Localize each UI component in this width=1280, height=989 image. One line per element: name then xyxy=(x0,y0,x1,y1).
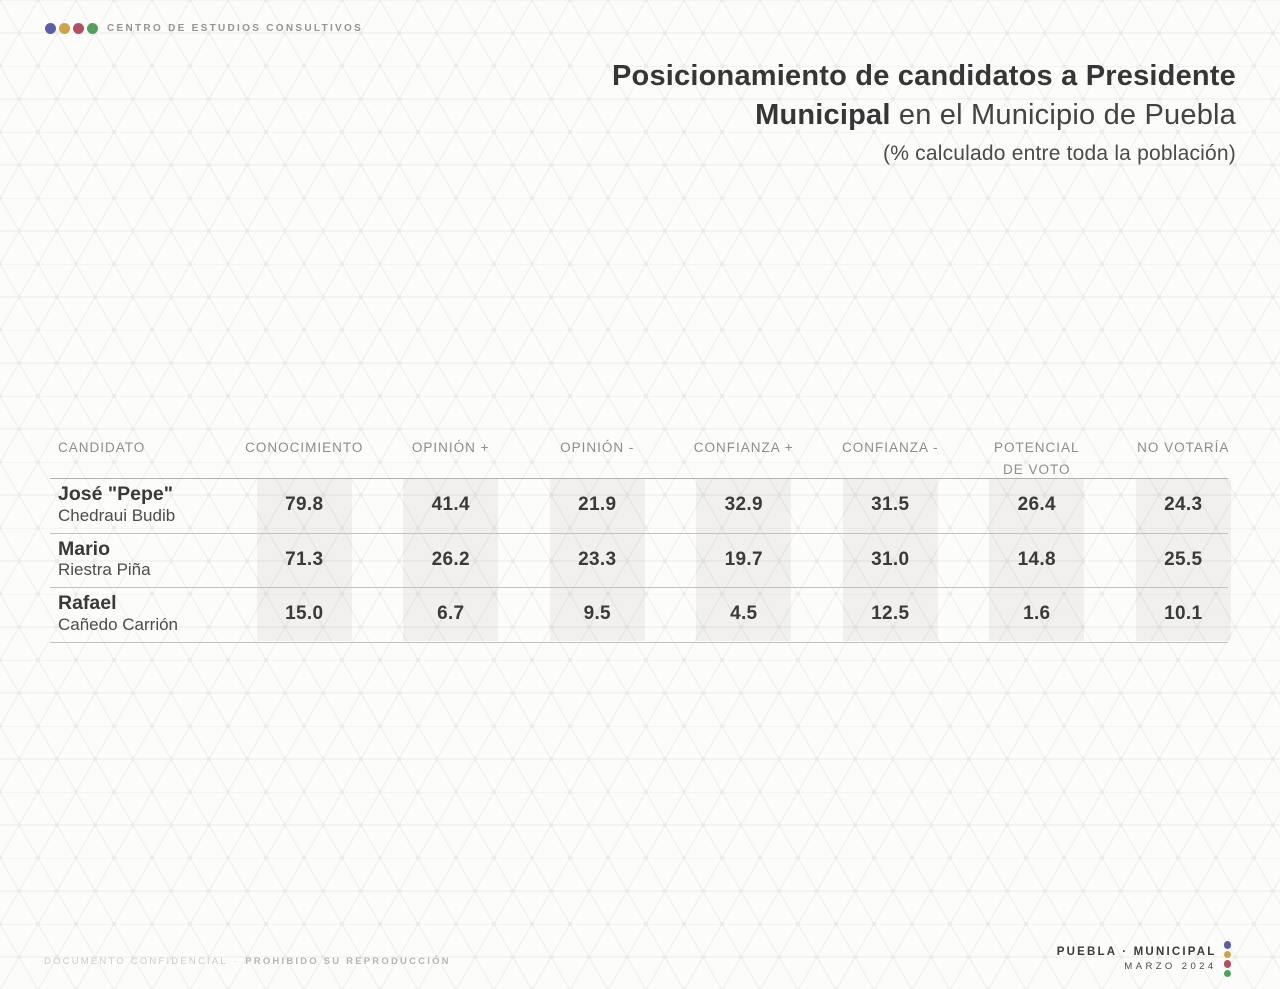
brand-dot-red-icon xyxy=(73,23,84,34)
column-header-opinion-pos: OPINIÓN + xyxy=(411,440,490,455)
title-line-2-regular: en el Municipio de Puebla xyxy=(890,99,1236,131)
value-confianza-neg: 31.5 xyxy=(871,494,910,516)
value-conocimiento: 71.3 xyxy=(285,548,324,570)
brand-logo-dots xyxy=(45,23,98,34)
brand-dot-purple-icon xyxy=(45,23,56,34)
value-opinion-pos: 41.4 xyxy=(431,494,470,516)
table-row xyxy=(50,478,1257,533)
brand-header xyxy=(45,22,363,34)
confidential-notice-separator: · xyxy=(233,956,240,967)
table-row xyxy=(50,533,1257,588)
candidate-surname: Chedraui Budib xyxy=(58,505,176,525)
value-potencial-de-voto: 26.4 xyxy=(1017,494,1056,516)
brand-dot-green-icon xyxy=(87,23,98,34)
value-potencial-de-voto: 14.8 xyxy=(1017,548,1056,570)
page-title xyxy=(612,57,1236,166)
value-confianza-pos: 19.7 xyxy=(724,548,763,570)
value-opinion-pos: 26.2 xyxy=(431,548,470,570)
column-header-potencial-de-voto: POTENCIAL DE VOTO xyxy=(993,440,1080,477)
candidate-first-name: Mario xyxy=(58,537,111,560)
title-line-2 xyxy=(612,96,1236,135)
candidate-name-cell xyxy=(50,593,231,635)
title-line-1-bold: Posicionamiento de candidatos a Presidente xyxy=(611,60,1236,92)
column-header-no-votaria: NO VOTARÍA xyxy=(1137,440,1230,455)
brand-dot-gold-icon xyxy=(59,23,70,34)
value-no-votaria: 10.1 xyxy=(1164,603,1203,625)
value-opinion-neg: 9.5 xyxy=(583,603,611,625)
table-row xyxy=(50,587,1257,642)
candidate-surname: Riestra Piña xyxy=(58,560,151,580)
footer-dot-purple-icon xyxy=(1224,941,1232,949)
title-line-1 xyxy=(612,57,1236,96)
value-confianza-pos: 4.5 xyxy=(730,603,758,625)
value-conocimiento: 15.0 xyxy=(285,603,324,625)
table-row-divider xyxy=(50,533,1228,534)
value-confianza-neg: 31.0 xyxy=(871,548,910,570)
value-opinion-neg: 21.9 xyxy=(578,494,617,516)
table-header-row xyxy=(50,437,1257,478)
table-body xyxy=(50,478,1257,642)
value-conocimiento: 79.8 xyxy=(285,494,324,516)
title-line-2-bold: Municipal xyxy=(755,99,891,131)
column-header-confianza-pos: CONFIANZA + xyxy=(693,440,794,455)
footer-date-label: MARZO 2024 xyxy=(1124,961,1217,972)
footer-stamp xyxy=(1057,941,1231,977)
title-subtitle: (% calculado entre toda la población) xyxy=(883,142,1236,165)
footer-dot-gold-icon xyxy=(1224,951,1232,959)
footer-region-label: PUEBLA · MUNICIPAL xyxy=(1056,946,1217,958)
candidate-first-name: Rafael xyxy=(58,592,117,615)
value-potencial-de-voto: 1.6 xyxy=(1023,603,1051,625)
value-confianza-pos: 32.9 xyxy=(724,494,763,516)
confidential-notice xyxy=(44,956,451,967)
candidate-surname: Cañedo Carrión xyxy=(58,614,179,634)
value-no-votaria: 24.3 xyxy=(1164,494,1203,516)
candidate-first-name: José "Pepe" xyxy=(58,483,173,506)
confidential-notice-regular: DOCUMENTO CONFIDENCIAL xyxy=(44,956,228,967)
column-header-opinion-neg: OPINIÓN - xyxy=(560,440,635,455)
footer-stamp-text xyxy=(1057,946,1217,972)
candidates-table xyxy=(50,437,1257,642)
confidential-notice-bold: PROHIBIDO SU REPRODUCCIÓN xyxy=(245,956,451,967)
column-header-conocimiento: CONOCIMIENTO xyxy=(245,440,364,455)
column-header-candidato: CANDIDATO xyxy=(58,440,146,455)
value-no-votaria: 25.5 xyxy=(1164,548,1203,570)
brand-name: CENTRO DE ESTUDIOS CONSULTIVOS xyxy=(107,23,364,34)
footer-dot-green-icon xyxy=(1224,970,1232,978)
column-header-confianza-neg: CONFIANZA - xyxy=(841,440,939,455)
candidate-name-cell xyxy=(50,484,231,526)
table-row-divider xyxy=(50,587,1228,588)
candidate-name-cell xyxy=(50,539,231,581)
value-confianza-neg: 12.5 xyxy=(871,603,910,625)
value-opinion-pos: 6.7 xyxy=(437,603,465,625)
value-opinion-neg: 23.3 xyxy=(578,548,617,570)
table-header-divider xyxy=(50,478,1228,479)
footer-dot-red-icon xyxy=(1224,960,1232,968)
table-bottom-divider xyxy=(50,642,1228,643)
footer-logo-dots xyxy=(1224,941,1232,977)
